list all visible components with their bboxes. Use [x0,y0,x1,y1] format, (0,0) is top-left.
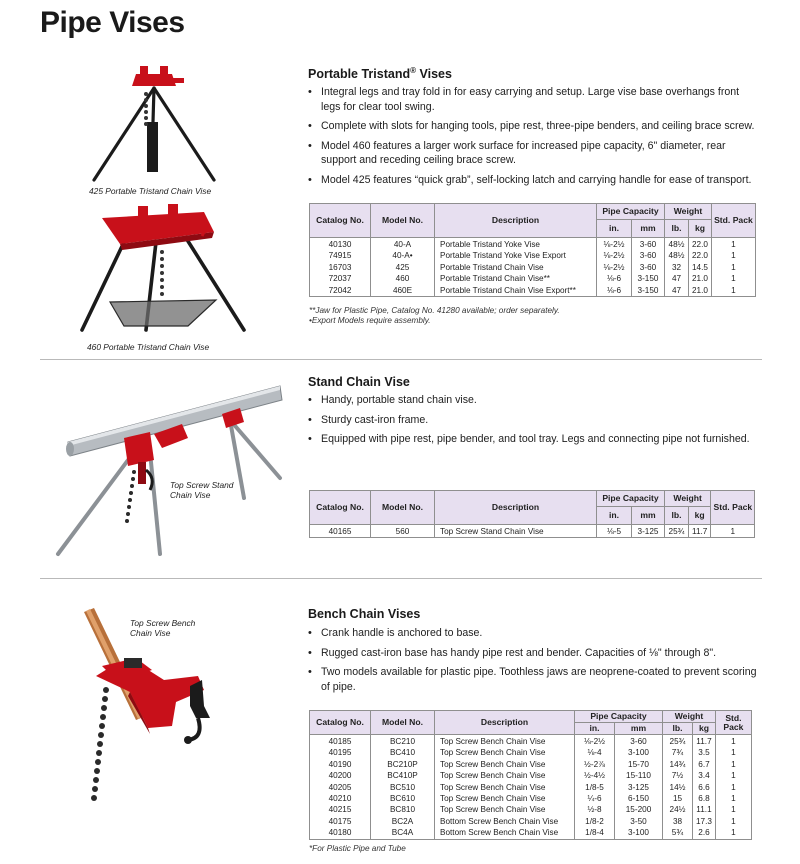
col-pipe-capacity: Pipe Capacity [597,204,665,220]
table-row [310,759,752,770]
cell-description: Portable Tristand Yoke Vise [435,238,597,251]
list-item: • Model 425 features “quick grab”, self-locking latch and carrying handle for ease of transport. [308,173,758,188]
col-description: Description [435,711,575,735]
table-row [310,747,752,758]
cell-pack: 1 [715,747,751,758]
cell-kg: 6.6 [693,782,716,793]
cell-lb: 15 [663,793,693,804]
cell-in: ½-8 [575,804,615,815]
col-in: in. [575,723,615,735]
cell-lb: 38 [663,816,693,827]
cell-mm: 3-100 [615,827,663,839]
cell-catalog: 40200 [310,770,371,781]
cell-model: BC4A [371,827,435,839]
cell-pack: 1 [715,793,751,804]
col-mm: mm [632,507,665,525]
cell-pack: 1 [711,250,755,261]
cell-lb: 7½ [663,770,693,781]
col-lb: lb. [665,507,689,525]
cell-description: Top Screw Bench Chain Vise [435,759,575,770]
col-weight: Weight [665,491,711,507]
cell-pack: 1 [711,525,755,538]
cell-in: ⅛-2½ [575,735,615,748]
cell-kg: 3.4 [693,770,716,781]
col-lb: lb. [663,723,693,735]
cell-in: ⅛-2½ [597,250,632,261]
cell-lb: 5¾ [663,827,693,839]
tristand-bullets [308,85,758,192]
cell-description: Bottom Screw Bench Chain Vise [435,816,575,827]
col-catalog: Catalog No. [310,491,371,525]
cell-model: BC410 [371,747,435,758]
stand-vise-illustration [54,378,284,558]
page-title: Pipe Vises [40,6,185,39]
col-kg: kg [693,723,716,735]
col-mm: mm [632,220,665,238]
col-std-pack: Std. Pack [715,711,751,735]
cell-mm: 3-150 [632,273,665,284]
tristand-title: Portable Tristand® Vises [308,66,452,82]
cell-mm: 3-60 [632,238,665,251]
cell-description: Portable Tristand Yoke Vise Export [435,250,597,261]
cell-pack: 1 [711,262,755,273]
list-item: • Equipped with pipe rest, pipe bender, and tool tray. Legs and connecting pipe not furnished. [308,432,758,447]
cell-model: BC810 [371,804,435,815]
cell-model: 425 [371,262,435,273]
cell-mm: 15-200 [615,804,663,815]
cell-kg: 21.0 [689,285,712,297]
stand-bullets [308,393,758,452]
bench-bullets [308,626,758,699]
cell-model: 460 [371,273,435,284]
cell-kg: 22.0 [689,238,712,251]
cell-lb: 47 [665,285,689,297]
cell-kg: 2.6 [693,827,716,839]
tristand-425-caption: 425 Portable Tristand Chain Vise [89,186,212,196]
cell-pack: 1 [715,735,751,748]
cell-lb: 7¾ [663,747,693,758]
cell-model: BC510 [371,782,435,793]
table-row [310,735,752,748]
cell-kg: 14.5 [689,262,712,273]
cell-catalog: 40190 [310,759,371,770]
cell-catalog: 40175 [310,816,371,827]
cell-description: Top Screw Bench Chain Vise [435,793,575,804]
table-row [310,285,756,297]
cell-lb: 24½ [663,804,693,815]
list-item: • Integral legs and tray fold in for easy carrying and setup. Large vise base overhangs front legs for clear tool swing. [308,85,758,114]
col-kg: kg [689,220,712,238]
cell-catalog: 72042 [310,285,371,297]
table-row [310,262,756,273]
list-item: • Crank handle is anchored to base. [308,626,758,641]
table-row [310,273,756,284]
col-weight: Weight [665,204,712,220]
stand-spec-table [309,490,755,538]
list-item: • Two models available for plastic pipe. Toothless jaws are neoprene-coated to prevent scoring of pipe. [308,665,758,694]
cell-model: 40-A• [371,250,435,261]
note-line: **Jaw for Plastic Pipe, Catalog No. 41280 available; order separately. [309,306,560,315]
col-mm: mm [615,723,663,735]
cell-in: ⅛-4 [575,747,615,758]
cell-catalog: 40180 [310,827,371,839]
cell-kg: 22.0 [689,250,712,261]
cell-model: 560 [371,525,435,538]
col-std-pack: Std. Pack [711,491,755,525]
cell-description: Top Screw Bench Chain Vise [435,770,575,781]
col-description: Description [435,491,597,525]
cell-model: BC210P [371,759,435,770]
cell-catalog: 40185 [310,735,371,748]
cell-in: ⅛-6 [597,285,632,297]
stand-caption: Top Screw Stand Chain Vise [170,480,234,500]
table-body [310,238,756,297]
table-row [310,525,755,538]
cell-pack: 1 [715,816,751,827]
cell-mm: 3-150 [632,285,665,297]
col-std-pack: Std. Pack [711,204,755,238]
cell-catalog: 74915 [310,250,371,261]
cell-mm: 6-150 [615,793,663,804]
cell-in: ½-2⅞ [575,759,615,770]
cell-model: 40-A [371,238,435,251]
cell-kg: 3.5 [693,747,716,758]
cell-lb: 25¾ [665,525,689,538]
cell-kg: 11.1 [693,804,716,815]
cell-mm: 3-125 [615,782,663,793]
table-row [310,804,752,815]
cell-pack: 1 [711,285,755,297]
cell-pack: 1 [715,782,751,793]
cell-kg: 17.3 [693,816,716,827]
cell-model: 460E [371,285,435,297]
cell-lb: 47 [665,273,689,284]
cell-description: Top Screw Bench Chain Vise [435,782,575,793]
cell-mm: 15-110 [615,770,663,781]
tristand-spec-table [309,203,756,297]
cell-in: ⅛-2½ [597,238,632,251]
tristand-460-caption: 460 Portable Tristand Chain Vise [87,342,210,352]
table-row [310,250,756,261]
cell-in: ⅛-2½ [597,262,632,273]
cell-mm: 3-100 [615,747,663,758]
cell-description: Top Screw Stand Chain Vise [435,525,597,538]
cell-model: BC210 [371,735,435,748]
tristand-460-illustration [76,204,250,334]
cell-in: 1/8-2 [575,816,615,827]
bench-title: Bench Chain Vises [308,607,421,621]
list-item: • Model 460 features a larger work surface for increased pipe capacity, 6" diameter, rear support and receding ceiling brace screw. [308,139,758,168]
cell-lb: 14½ [663,782,693,793]
table-row [310,816,752,827]
col-model: Model No. [371,491,435,525]
cell-mm: 3-125 [632,525,665,538]
cell-mm: 3-60 [632,250,665,261]
col-kg: kg [689,507,711,525]
bench-spec-table [309,710,752,840]
cell-in: ⅛-6 [597,273,632,284]
list-item: • Rugged cast-iron base has handy pipe rest and bender. Capacities of ⅛" through 8". [308,646,758,661]
table-row [310,770,752,781]
col-pipe-capacity: Pipe Capacity [575,711,663,723]
col-model: Model No. [371,711,435,735]
cell-model: BC410P [371,770,435,781]
cell-kg: 11.7 [693,735,716,748]
list-item: • Complete with slots for hanging tools, pipe rest, three-pipe benders, and ceiling brace screw. [308,119,758,134]
cell-in: 1/8-4 [575,827,615,839]
cell-catalog: 16703 [310,262,371,273]
cell-description: Top Screw Bench Chain Vise [435,804,575,815]
cell-pack: 1 [711,273,755,284]
stand-title: Stand Chain Vise [308,375,410,389]
cell-description: Top Screw Bench Chain Vise [435,735,575,748]
col-in: in. [597,220,632,238]
cell-pack: 1 [715,770,751,781]
cell-catalog: 40205 [310,782,371,793]
cell-catalog: 40215 [310,804,371,815]
col-weight: Weight [663,711,716,723]
cell-in: ¼-6 [575,793,615,804]
cell-pack: 1 [715,804,751,815]
cell-catalog: 40210 [310,793,371,804]
cell-mm: 3-60 [632,262,665,273]
list-item: • Sturdy cast-iron frame. [308,413,758,428]
cell-lb: 48½ [665,238,689,251]
cell-catalog: 40165 [310,525,371,538]
bench-caption: Top Screw Bench Chain Vise [130,618,196,638]
section-divider [40,578,762,579]
cell-pack: 1 [715,759,751,770]
table-row [310,782,752,793]
cell-lb: 25¾ [663,735,693,748]
col-in: in. [597,507,632,525]
cell-lb: 14¾ [663,759,693,770]
table-row [310,827,752,839]
cell-kg: 21.0 [689,273,712,284]
table-body [310,525,755,538]
cell-description: Portable Tristand Chain Vise [435,262,597,273]
cell-pack: 1 [715,827,751,839]
tristand-425-illustration [88,60,218,185]
table-row [310,793,752,804]
cell-mm: 3-50 [615,816,663,827]
cell-mm: 3-60 [615,735,663,748]
cell-in: 1/8-5 [575,782,615,793]
cell-pack: 1 [711,238,755,251]
cell-catalog: 72037 [310,273,371,284]
table-body [310,735,752,840]
cell-description: Bottom Screw Bench Chain Vise [435,827,575,839]
col-lb: lb. [665,220,689,238]
section-divider [40,359,762,360]
note-line: •Export Models require assembly. [309,316,431,325]
cell-kg: 11.7 [689,525,711,538]
cell-description: Portable Tristand Chain Vise Export** [435,285,597,297]
col-catalog: Catalog No. [310,204,371,238]
cell-catalog: 40195 [310,747,371,758]
cell-mm: 15-70 [615,759,663,770]
cell-description: Top Screw Bench Chain Vise [435,747,575,758]
cell-model: BC610 [371,793,435,804]
cell-kg: 6.7 [693,759,716,770]
col-pipe-capacity: Pipe Capacity [597,491,665,507]
col-model: Model No. [371,204,435,238]
cell-description: Portable Tristand Chain Vise** [435,273,597,284]
bench-note: *For Plastic Pipe and Tube [309,844,406,853]
table-row [310,238,756,251]
col-description: Description [435,204,597,238]
col-catalog: Catalog No. [310,711,371,735]
cell-catalog: 40130 [310,238,371,251]
cell-kg: 6.8 [693,793,716,804]
cell-lb: 48½ [665,250,689,261]
cell-in: ½-4½ [575,770,615,781]
cell-in: ⅛-5 [597,525,632,538]
cell-model: BC2A [371,816,435,827]
list-item: • Handy, portable stand chain vise. [308,393,758,408]
cell-lb: 32 [665,262,689,273]
tristand-notes [309,306,560,326]
